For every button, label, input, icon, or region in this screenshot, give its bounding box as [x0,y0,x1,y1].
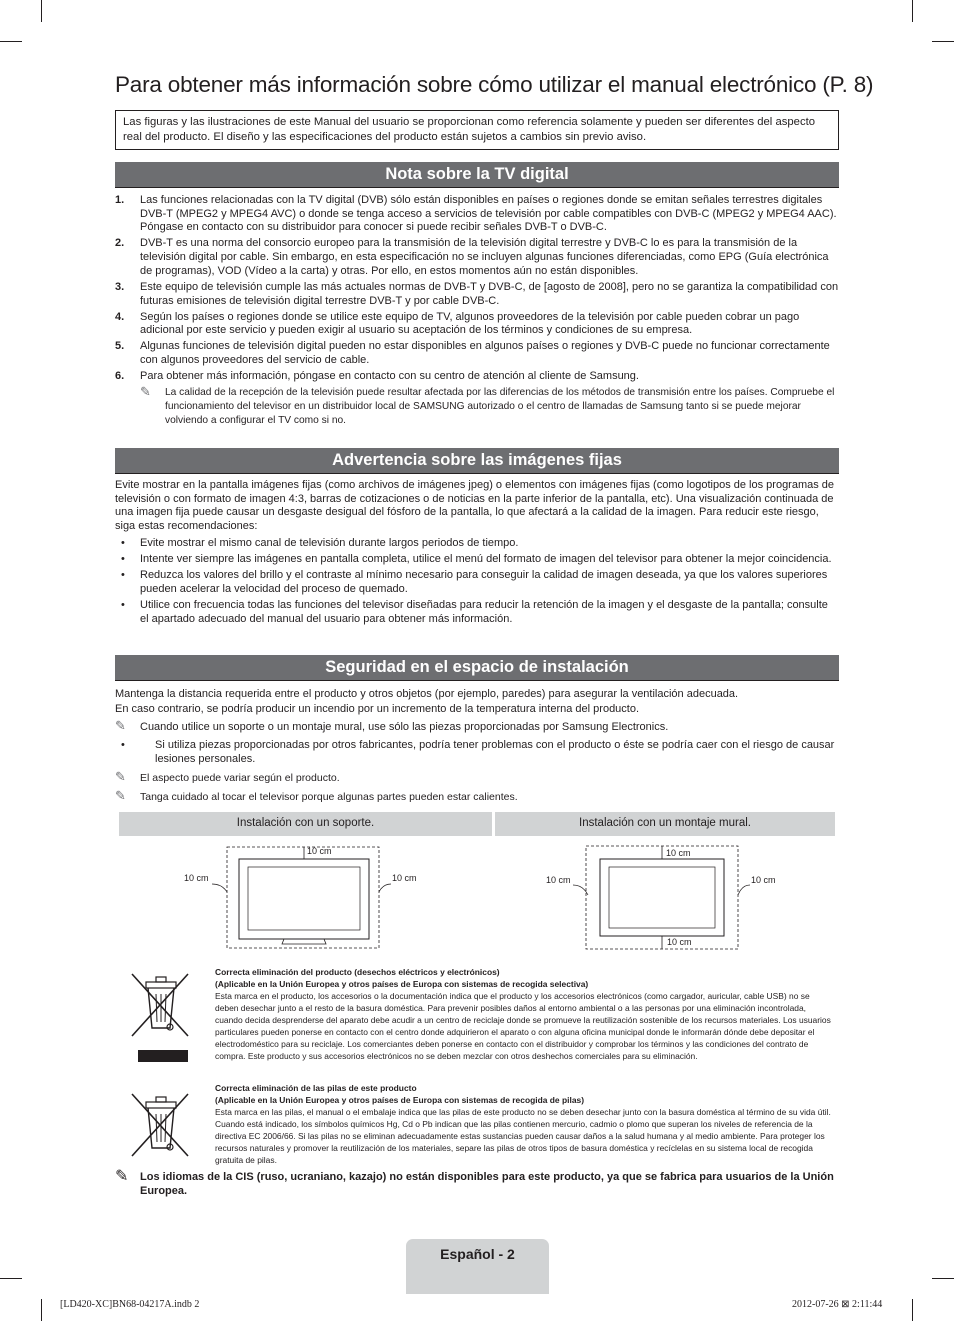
crop-mark [912,1299,913,1321]
installation-intro-2: En caso contrario, se podría producir un incendio por un incremento de la temperatura interna del producto. [115,702,640,715]
footer-timestamp: 2012-07-26 ⊠ 2:11:44 [792,1299,883,1310]
note-text: La calidad de la recepción de la televisión puede resultar afectada por las diferencias de los métodos de transmisión entre los países. Compruebe el funcionamiento del televisor en un distribuidor local de SAMSUNG autorizado o el centro de llamadas de Samsung tanto si se puede mejorar volviendo a configurar el TV como si no. [165,386,835,427]
heat-note [115,790,839,805]
list-item: • Intente ver siempre las imágenes en pantalla completa, utilice el menú del formato de imagen del televisor para obtener la mejor coincidencia. [115,553,839,567]
digital-tv-list [115,194,839,384]
crop-mark [912,0,913,22]
item-text: Algunas funciones de televisión digital pueden no estar disponibles en algunos países o regiones y DVB-C puede no funcionar correctamente con algunos proveedores del servicio de cable. [140,340,830,366]
tv-stand [282,939,326,944]
still-images-intro: Evite mostrar en la pantalla imágenes fijas (como archivos de imágenes jpeg) o elementos con imágenes fijas (como logotipos de los programas de televisión o con formato de imagen 4:3, barras de cotizaciones o de noticias en la parte inferior de la pantalla, etc). Una visualización continuada de una imagen fija puede causar un desgaste desigual del fósforo de la pantalla, lo que afectará a la calidad de la imagen. Para reducir este riesgo, siga estas recomendaciones: [115,479,835,533]
parts-sub-list [115,738,839,767]
note-text: Tanga cuidado al tocar el televisor porque algunas partes pueden estar calientes. [140,791,518,803]
tv-frame [239,859,369,939]
crop-mark [932,41,954,42]
item-text: Este equipo de televisión cumple las más actuales normas de DVB-T y DVB-C, de [agosto de 2008], pero no se garantiza la compatibilidad con futuras emisiones de televisión digital terrestre DVB-T y por cable DVB-C. [140,280,839,307]
reception-note [115,383,839,429]
pencil-note-icon: ✎ [115,788,126,803]
crossed-out-battery-bin-icon [128,1090,192,1162]
list-item [115,237,839,278]
crossed-out-wheelie-bin-icon [128,970,192,1065]
item-number: 4. [115,310,125,323]
parts-note [115,720,839,735]
stand-top-clearance: 10 cm [307,846,332,856]
section-heading-installation: Seguridad en el espacio de instalación [115,655,839,681]
note-text: Cuando utilice un soporte o un montaje mural, use sólo las piezas proporcionadas por Samsung Electronics. [140,721,669,733]
weee-battery-body: Esta marca en las pilas, el manual o el embalaje indica que las pilas de este producto no se deben desechar junto con la basura doméstica al término de su vida útil. Cuando está indicado, los símbolos químicos Hg, Cd o Pb indican que las pilas contienen mercurio, cadmio o plomo que superan los niveles de referencia de la directiva EC 2006/66. Si las pilas no se eliminan adecuadamente estas sustancias pueden causar daños a la salud humana y al medio ambiente. Para proteger los recursos naturales y promover la reutilización de los materiales, separe las pilas de otros tipos de basura doméstica y recíclelas en su sistema local de recogida gratuita de pilas. [215,1107,831,1165]
crop-mark [0,1278,22,1279]
list-item: • Utilice con frecuencia todas las funciones del televisor diseñadas para reducir la retención de la imagen y el desgaste de la pantalla; consulte el apartado adecuado del manual del usuario para obtener más información. [115,599,839,626]
crop-mark [41,0,42,22]
list-item [115,311,839,338]
item-number: 6. [115,369,125,382]
list-item [115,281,839,308]
item-text: Para obtener más información, póngase en contacto con su centro de atención al cliente de Samsung. [140,369,639,382]
crop-mark [41,1299,42,1321]
page-number-tab [406,1239,549,1294]
cis-languages-note [115,1170,839,1198]
item-text: Las funciones relacionadas con la TV digital (DVB) sólo están disponibles en países o regiones donde se emitan señales terrestres digitales DVB-T (MPEG2 y MPEG4 AVC) o donde se tenga acceso a servicios de televisión por cable compatibles con DVB-C (MPEG2 y MPEG4 AAC). Póngase en contacto con su distribuidor para conocer si puede recibir señales DVB-T o DVB-C. [140,194,837,234]
page-number: Español - 2 [440,1246,515,1262]
wall-installation-label: Instalación con un montaje mural. [495,812,835,836]
stand-left-clearance: 10 cm [184,873,209,883]
wall-top-clearance: 10 cm [666,848,691,858]
list-item [115,340,839,367]
stand-installation-diagram [180,840,440,955]
footer-file-name: [LD420-XC]BN68-04217A.indb 2 [60,1299,200,1310]
pencil-note-icon: ✎ [115,1168,129,1185]
appearance-note [115,768,839,786]
item-text: Según los países o regiones donde se utilice este equipo de TV, algunos proveedores de la televisión por cable pueden cobrar un pago adicional por este servicio y pueden exigir al usuario su aceptación de los términos y condiciones de su empresa. [140,310,800,337]
note-text: El aspecto puede variar según el producto. [140,771,340,784]
pencil-note-icon: ✎ [115,768,126,784]
item-number: 3. [115,280,125,293]
wall-bottom-clearance: 10 cm [667,937,692,947]
list-item: • Si utiliza piezas proporcionadas por otros fabricantes, podría tener problemas con el producto o éste se podría caer con el riesgo de causar lesiones personales. [115,738,839,767]
list-item [115,370,839,384]
stand-right-clearance: 10 cm [392,873,417,883]
note-text: Los idiomas de la CIS (ruso, ucraniano, kazajo) no están disponibles para este producto, ya que se fabrica para usuarios de la Unión Europea. [140,1171,834,1197]
digital-tv-section [115,194,839,429]
list-item [115,194,839,235]
weee-battery-title: Correcta eliminación de las pilas de este producto [215,1083,417,1093]
wall-left-clearance: 10 cm [546,875,571,885]
installation-intro-1: Mantenga la distancia requerida entre el producto y otros objetos (por ejemplo, paredes) para asegurar la ventilación adecuada. [115,688,739,700]
weee-product-body: Esta marca en el producto, los accesorios o la documentación indica que el producto y los accesorios electrónicos (como cargador, auricular, cable USB) no se deben desechar junto a el resto de la basura doméstica. Para prevenir posibles daños al entorno ambiental o a las personas por una eliminación incontrolada, cuando decida desprenderse del aparato debe acudir a un centro de reciclaje donde se promueve la reutilización sostenible de los recursos materiales. Los usuarios particulares pueden ponerse en contacto con el centro donde adquirieron el aparato o con alguna oficina municipal donde le informarán dónde debe depositar el electrodoméstico para su reciclaje. Los comerciantes deben ponerse en contacto con el distribuidor y comprobar los términos y las condiciones del contrato de compra. Este producto y sus accesorios electrónicos no se deben mezclar con otros deshechos comerciales para su eliminación. [215,991,831,1061]
disclaimer-box: Las figuras y las ilustraciones de este Manual del usuario se proporcionan como referencia solamente y pueden ser diferentes del aspecto real del producto. El diseño y las especificaciones del producto están sujetos a cambios sin previo aviso. [115,110,839,150]
item-number: 1. [115,194,125,206]
tv-frame [600,859,724,936]
pencil-note-icon: ✎ [115,718,126,733]
weee-battery-text [215,1082,835,1166]
installation-section [115,687,839,805]
crop-mark [932,1278,954,1279]
page-title: Para obtener más información sobre cómo utilizar el manual electrónico (P. 8) [115,72,874,97]
still-images-list [115,537,839,626]
stand-installation-label: Instalación con un soporte. [119,812,492,836]
weee-product-subtitle: (Aplicable en la Unión Europea y otros países de Europa con sistemas de recogida selectiva) [215,979,589,989]
item-number: 2. [115,237,125,250]
item-number: 5. [115,340,125,353]
list-item: • Evite mostrar el mismo canal de televisión durante largos periodos de tiempo. [115,537,839,551]
crop-mark [0,41,22,42]
weee-battery-subtitle: (Aplicable en la Unión Europea y otros países de Europa con sistemas de recogida de pilas) [215,1095,585,1105]
section-heading-still-images: Advertencia sobre las imágenes fijas [115,448,839,474]
wall-right-clearance: 10 cm [751,875,776,885]
section-heading-digital-tv: Nota sobre la TV digital [115,162,839,188]
weee-product-title: Correcta eliminación del producto (desechos eléctricos y electrónicos) [215,967,500,977]
pencil-note-icon: ✎ [140,383,151,399]
weee-product-text [215,966,835,1062]
list-item: • Reduzca los valores del brillo y el contraste al mínimo necesario para conseguir la calidad de imagen deseada, ya que los valores superiores pueden acelerar la velocidad del proceso de quemado. [115,569,839,596]
item-text: DVB-T es una norma del consorcio europeo para la transmisión de la televisión digital terrestre y DVB-C lo es para la transmisión de la televisión digital por cable. Sin embargo, en esta especificación no se incluyen algunas funciones diferenciadas, como EPG (Guía electrónica de programas), VOD (Vídeo a la carta) y otras. Por ello, en estos momentos aún no están disponibles. [140,237,829,277]
still-images-section [115,479,839,629]
